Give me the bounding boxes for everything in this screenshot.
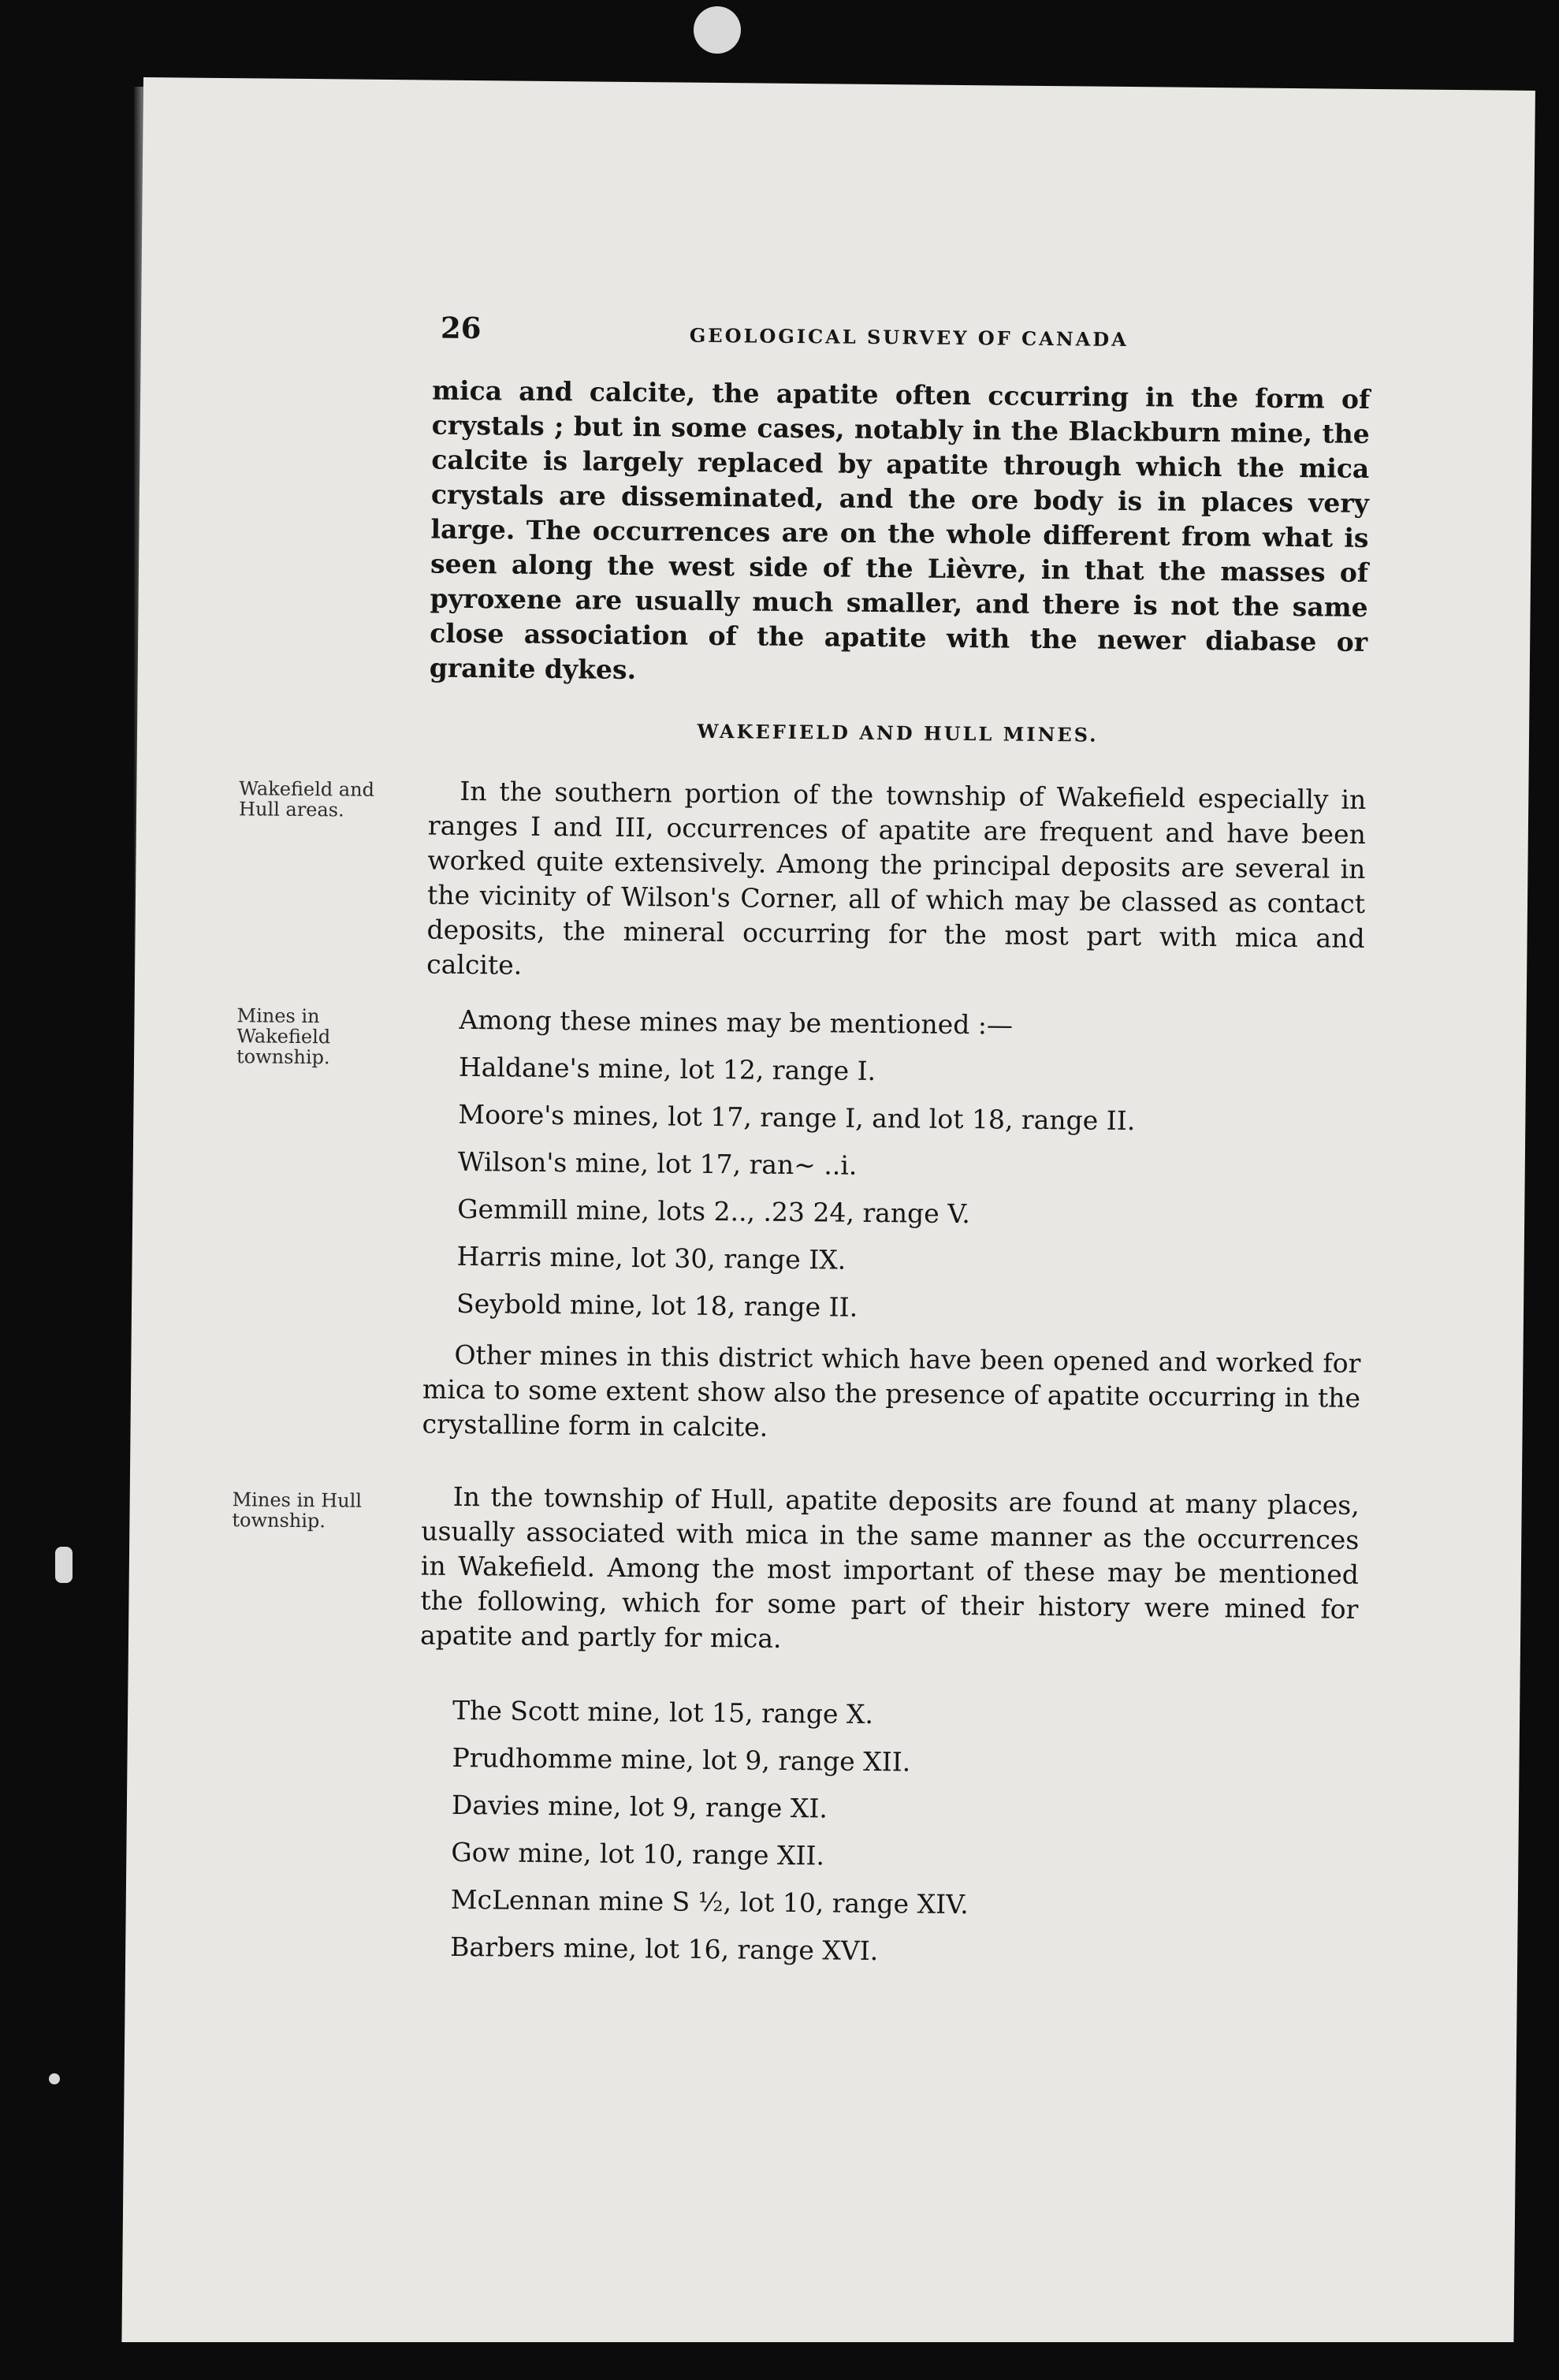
scan-speck xyxy=(55,1547,73,1583)
paragraph-continuation: mica and calcite, the apatite often cccurring in the form of crystals ; but in some cases, notably in the Blackburn mine, the calcite is largely replaced by apatite through which the mica crystals are disseminated, and the ore body is in places very large. The occurrences are on the whole different from what is seen along the west side of the Lièvre, in that the masses of pyroxene are usually much smaller, and there is not the same close association of the apatite with the newer diabase or granite dykes. xyxy=(429,374,1371,686)
margin-note-wakefield-hull: Wakefield and Hull areas. xyxy=(238,777,375,821)
list-item: The Scott mine, lot 15, range X. xyxy=(452,1694,874,1730)
paragraph-other-mines: Other mines in this district which have been opened and worked for mica to some extent show also the presence of apatite occurring in the crystalline form in calcite. xyxy=(422,1339,1361,1443)
list-item: Haldane's mine, lot 12, range I. xyxy=(458,1051,876,1086)
page-number: 26 xyxy=(440,310,482,346)
margin-note-hull-mines: Mines in Hull township. xyxy=(232,1488,363,1533)
wakefield-mines-list xyxy=(456,996,1326,1336)
section-title: WAKEFIELD AND HULL MINES. xyxy=(697,719,1099,747)
paragraph-wakefield: In the southern portion of the township of Wakefield especially in ranges I and III, occurrences of apatite are frequent and have been worked quite extensively. Among the principal deposits are several in the vicinity of Wilson's Corner, all of which may be classed as contact deposits, the mineral occurring for the most part with mica and calcite. xyxy=(426,775,1367,981)
hull-mines-list xyxy=(450,1687,1319,1980)
scan-speck xyxy=(49,2073,60,2084)
paragraph-hull: In the township of Hull, apatite deposits are found at many places, usually associated with mica in the same manner as the occurrences in Wakefield. Among the most important of these may be mentioned the following, which for some part of their history were mined for apatite and partly for mica. xyxy=(419,1481,1360,1654)
scan-bottom-border xyxy=(0,2342,1559,2380)
list-item: Gow mine, lot 10, range XII. xyxy=(451,1836,825,1872)
list-item: Among these mines may be mentioned :— xyxy=(459,1004,1014,1041)
list-item: Harris mine, lot 30, range IX. xyxy=(456,1240,846,1276)
list-item: Davies mine, lot 9, range XI. xyxy=(451,1789,828,1824)
page-content xyxy=(121,77,1535,2377)
scan-speck xyxy=(694,6,741,54)
list-item: Gemmill mine, lots 2.., .23 24, range V. xyxy=(457,1193,971,1230)
running-head: GEOLOGICAL SURVEY OF CANADA xyxy=(689,323,1129,352)
list-item: Barbers mine, lot 16, range XVI. xyxy=(450,1931,879,1967)
margin-note-wakefield-mines: Mines in Wakefield township. xyxy=(236,1004,331,1069)
scanned-page xyxy=(121,77,1535,2377)
list-item: Moore's mines, lot 17, range I, and lot 18, range II. xyxy=(458,1098,1136,1137)
list-item: Wilson's mine, lot 17, ran~ ..i. xyxy=(457,1145,858,1181)
list-item: Seybold mine, lot 18, range II. xyxy=(456,1287,858,1323)
list-item: McLennan mine S ½, lot 10, range XIV. xyxy=(450,1883,969,1920)
list-item: Prudhomme mine, lot 9, range XII. xyxy=(452,1741,911,1778)
page-header xyxy=(441,311,1151,365)
